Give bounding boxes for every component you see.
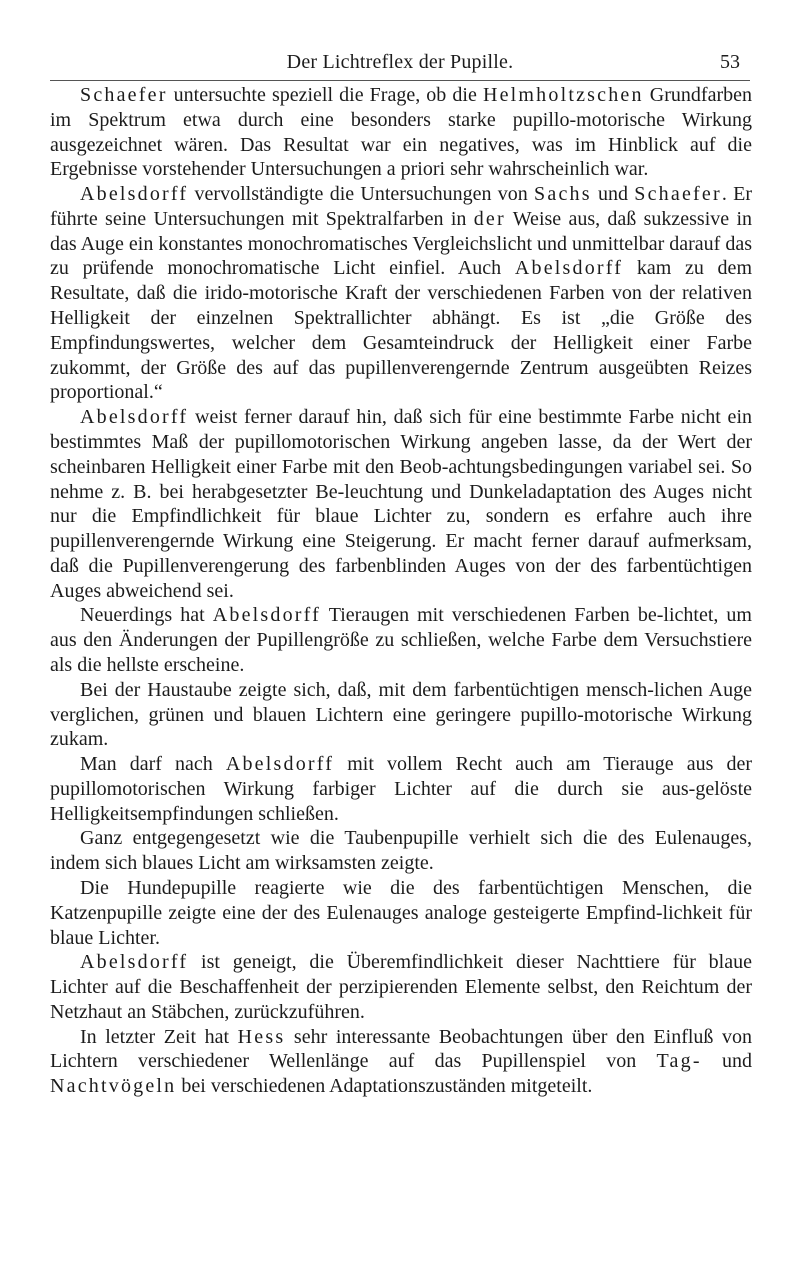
text-run: . Er führte seine Untersuchungen mit Spektralfarben in bbox=[50, 183, 752, 230]
paragraph bbox=[50, 603, 752, 677]
text-run: sehr interessante Beobachtungen über den Einfluß von Lichtern verschiedener Wellenlänge auf das Pupillenspiel von bbox=[50, 1025, 752, 1073]
paragraph bbox=[50, 826, 752, 876]
paragraph bbox=[50, 1025, 752, 1099]
text-run: Man darf nach bbox=[80, 753, 226, 776]
paragraph bbox=[50, 950, 752, 1024]
text-run: Tieraugen mit verschiedenen Farben be-lichtet, um aus den Änderungen der Pupillengröße zu schließen, welche Farbe dem Versuchstiere als die hellste erscheine. bbox=[50, 604, 752, 676]
author-name: Sachs bbox=[534, 183, 592, 206]
header-rule bbox=[50, 80, 750, 81]
text-run: Die Hundepupille reagierte wie die des farbentüchtigen Menschen, die Katzenpupille zeigte eine der des Eulenauges analoge gesteigerte Empfind-lichkeit für blaue Lichter. bbox=[50, 877, 752, 949]
author-name: Abelsdorff bbox=[80, 183, 189, 206]
author-name: Abelsdorff bbox=[514, 257, 624, 280]
author-name: Nachtvögeln bbox=[50, 1075, 177, 1098]
text-run: bei verschiedenen Adaptationszuständen mitgeteilt. bbox=[176, 1075, 593, 1098]
text-run: vervollständigte die Untersuchungen von bbox=[188, 183, 535, 206]
text-run: Grundfarben im Spektrum etwa durch eine besonders starke pupillo-motorische Wirkung ausgezeichnet wären. Das Resultat war ein negatives, was im Hinblick auf die Ergebnisse vorstehender Untersuchungen a priori sehr wahrscheinlich war. bbox=[50, 84, 752, 181]
running-title: Der Lichtreflex der Pupille. bbox=[286, 51, 514, 73]
author-name: Schaefer bbox=[80, 84, 168, 106]
text-run: kam zu dem Resultate, daß die irido-motorische Kraft der verschiedenen Farben von der relativen Helligkeit der einzelnen Spektrallichter abhängt. Es ist „die Größe des Empfindungswertes, welcher dem Gesamteindruck der Helligkeit einer Farbe zukommt, der Größe des auf das pupillenverengernde Zentrum ausgeübten Reizes proportional.“ bbox=[50, 257, 752, 404]
author-name: Schaefer bbox=[634, 183, 722, 206]
page-number: 53 bbox=[720, 51, 740, 73]
author-name: Abelsdorff bbox=[80, 951, 189, 974]
paragraph bbox=[50, 876, 752, 950]
paragraph bbox=[50, 678, 752, 752]
author-name: der bbox=[473, 207, 506, 230]
text-run: Ganz entgegengesetzt wie die Taubenpupille verhielt sich die des Eulenauges, indem sich blaues Licht am wirksamsten zeigte. bbox=[50, 827, 752, 875]
author-name: Hess bbox=[237, 1025, 286, 1048]
paragraph bbox=[50, 182, 752, 405]
author-name: Helmholtzschen bbox=[482, 84, 644, 106]
author-name: Abelsdorff bbox=[225, 753, 335, 776]
page-header bbox=[50, 48, 750, 76]
text-run: Bei der Haustaube zeigte sich, daß, mit dem farbentüchtigen mensch-lichen Auge verglichen, grünen und blauen Lichtern eine geringere pupillo-motorische Wirkung zukam. bbox=[50, 678, 752, 751]
author-name: Abelsdorff bbox=[80, 406, 189, 429]
text-run: Neuerdings hat bbox=[80, 604, 213, 627]
paragraph bbox=[50, 405, 752, 603]
body-text bbox=[50, 83, 752, 1099]
text-run: untersuchte speziell die Frage, ob die bbox=[167, 84, 483, 106]
text-run: Weise aus, daß sukzessive in das Auge ein konstantes monochromatisches Vergleichslicht und unmittelbar darauf das zu prüfende monochromatische Licht einfiel. Auch bbox=[50, 207, 753, 280]
text-run: und bbox=[701, 1050, 752, 1073]
text-run: und bbox=[591, 183, 635, 206]
text-run: mit vollem Recht auch am Tierauge aus der pupillomotorischen Wirkung farbiger Lichter auf die durch sie aus-gelöste Helligkeitsempfindungen schließen. bbox=[50, 753, 752, 825]
paragraph bbox=[50, 752, 752, 826]
text-run: In letzter Zeit hat bbox=[80, 1025, 238, 1048]
paragraph bbox=[50, 83, 752, 182]
author-name: Abelsdorff bbox=[212, 604, 322, 627]
text-run: ist geneigt, die Überemfindlichkeit dieser Nachttiere für blaue Lichter auf die Beschaffenheit der perzipierenden Elemente selbst, den Reichtum der Netzhaut an Stäbchen, zurückzuführen. bbox=[50, 951, 752, 1023]
text-run: weist ferner darauf hin, daß sich für eine bestimmte Farbe nicht ein bestimmtes Maß der pupillomotorischen Wirkung angeben lasse, da der Wert der scheinbaren Helligkeit einer Farbe mit den Beob-achtungsbedingungen variabel sei. So nehme z. B. bei herabgesetzter Be-leuchtung und Dunkeladaptation des Auges nicht nur die Empfindlichkeit für blaue Lichter zu, sondern es erfahre auch ihre pupillenverengernde Wirkung eine Steigerung. Er macht ferner darauf aufmerksam, daß die Pupillenverengerung des farbenblinden Auges von der des farbentüchtigen Auges abweichend sei. bbox=[50, 406, 752, 602]
author-name: Tag- bbox=[656, 1050, 702, 1073]
